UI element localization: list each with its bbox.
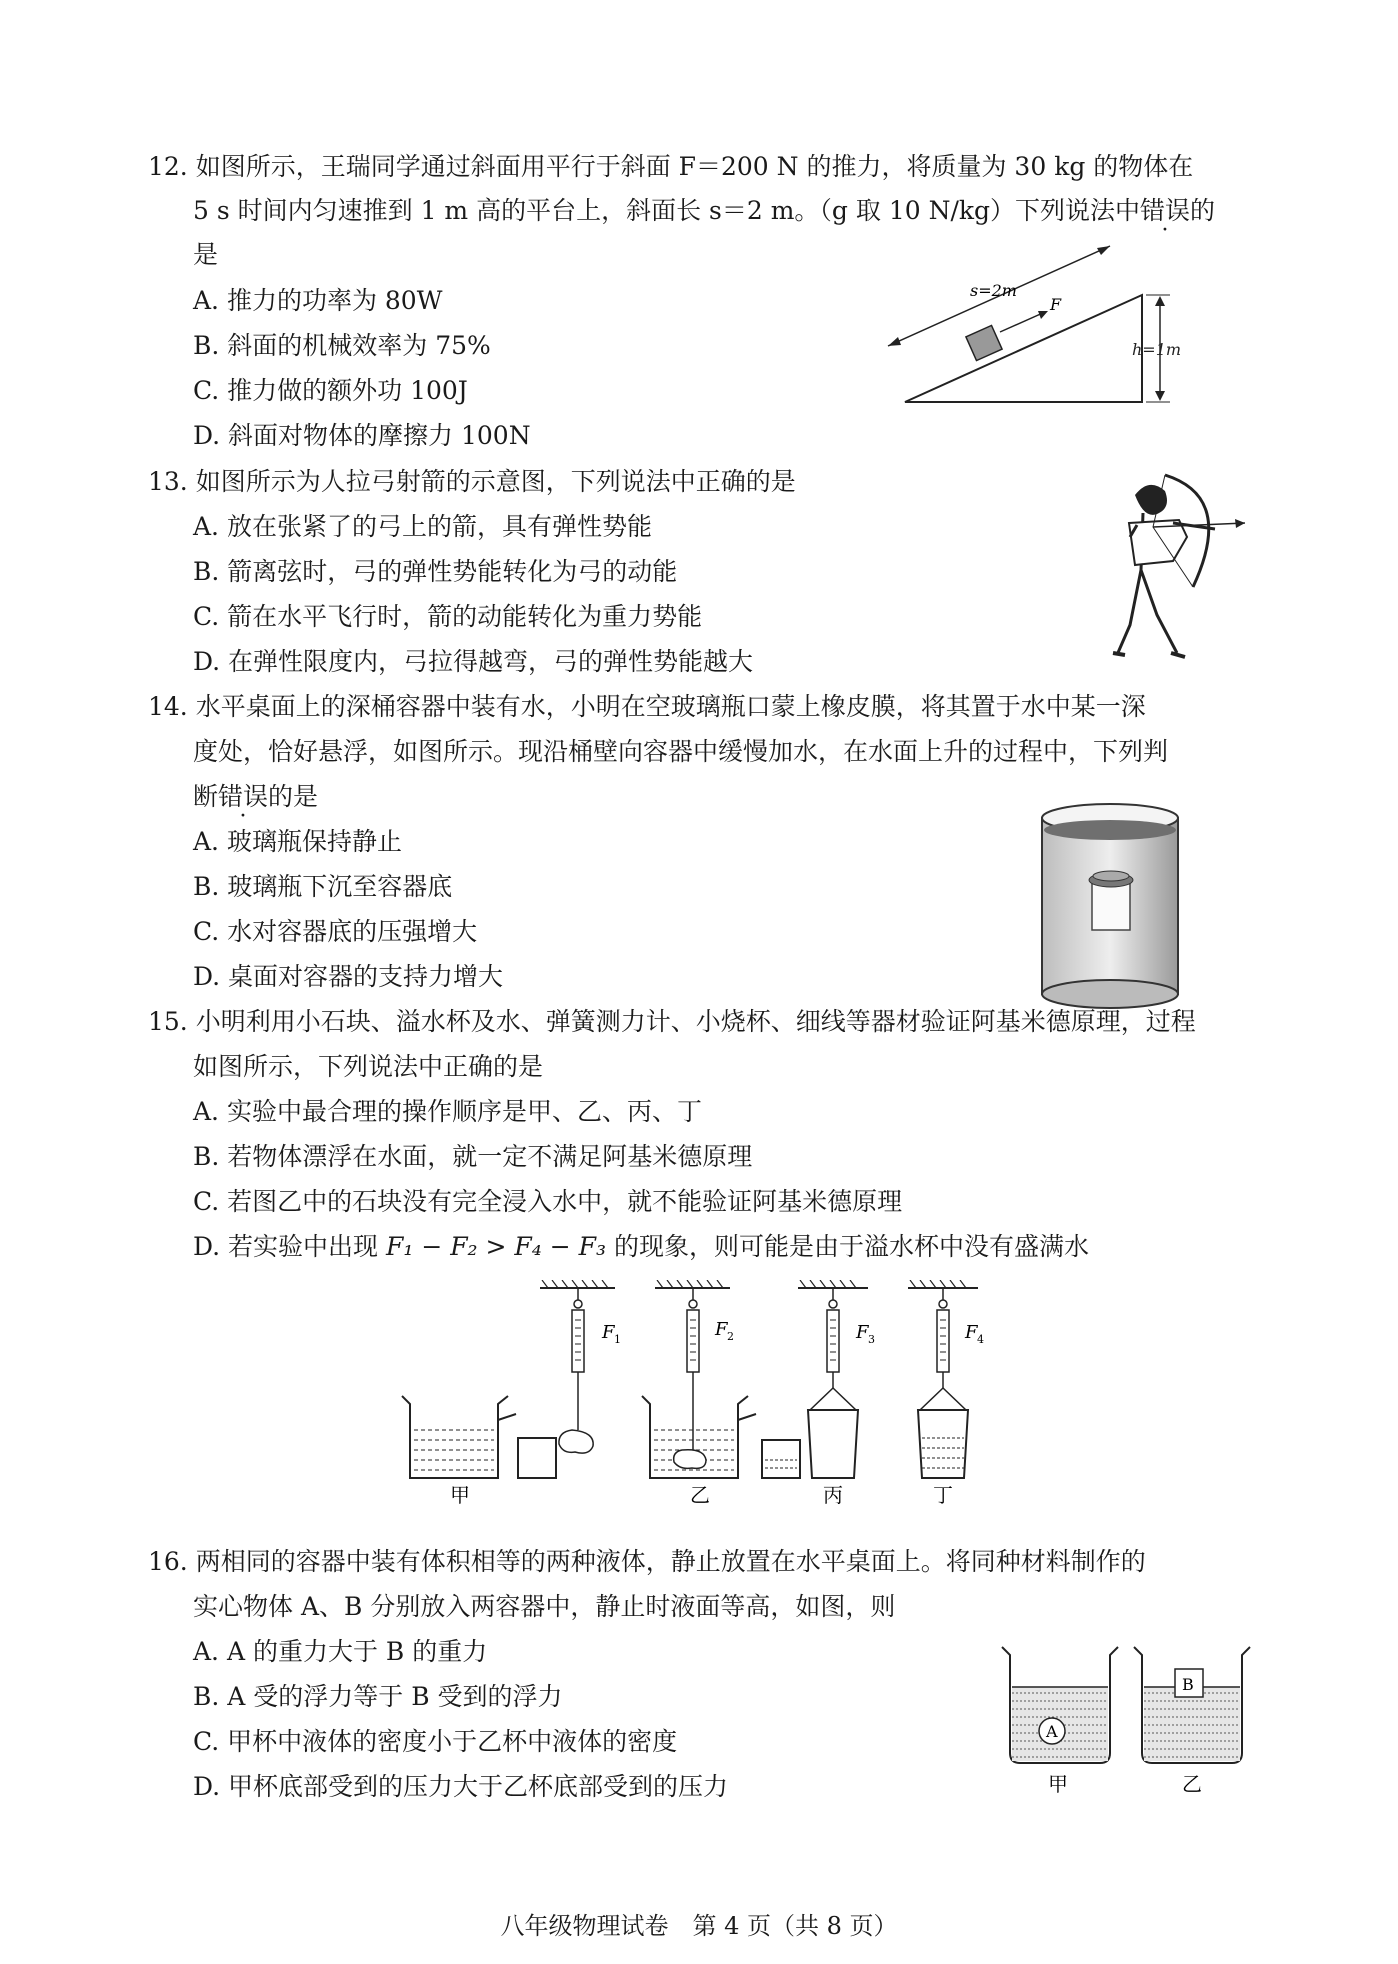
label-f2: F: [715, 1319, 728, 1340]
water-surface: [1044, 820, 1176, 840]
q16-option-c: C. 甲杯中液体的密度小于乙杯中液体的密度: [193, 1727, 678, 1756]
force-arrow: [1000, 312, 1045, 332]
label-f1: F: [602, 1322, 615, 1343]
svg-text:4: 4: [977, 1333, 984, 1346]
q15-line1: 15. 小明利用小石块、溢水杯及水、弹簧测力计、小烧杯、细线等器材验证阿基米德原理，过程: [148, 1007, 1196, 1036]
rubber-film: [1093, 871, 1129, 881]
q15-option-d: D. 若实验中出现 F₁ − F₂ > F₄ − F₃ 的现象，则可能是由于溢水杯中没有盛满水: [193, 1232, 1089, 1261]
overflow-cup-a: [402, 1396, 508, 1478]
svg-text:3: 3: [868, 1333, 875, 1346]
q14-line2: 度处，恰好悬浮，如图所示。现沿桶壁向容器中缓慢加水，在水面上升的过程中，下列判: [193, 737, 1169, 766]
q15-experiment-figure: [390, 1280, 1010, 1505]
label-bing: 丙: [823, 1483, 843, 1505]
spring-scales: [572, 1288, 949, 1372]
page-footer: 八年级物理试卷 第 4 页（共 8 页）: [500, 1912, 898, 1940]
q12-option-c: C. 推力做的额外功 100J: [193, 376, 468, 405]
q12-option-a: A. 推力的功率为 80W: [193, 286, 443, 315]
q16-option-a: A. A 的重力大于 B 的重力: [193, 1637, 488, 1666]
small-beaker-c: [808, 1410, 858, 1478]
svg-text:2: 2: [727, 1330, 734, 1343]
q13-option-c: C. 箭在水平飞行时，箭的动能转化为重力势能: [193, 602, 703, 631]
label-f3: F: [856, 1322, 869, 1343]
length-label: s=2m: [970, 281, 1017, 300]
q16-line2: 实心物体 A、B 分别放入两容器中，静止时液面等高，如图，则: [193, 1592, 896, 1621]
q16-option-d: D. 甲杯底部受到的压力大于乙杯底部受到的压力: [193, 1772, 729, 1801]
force-label: F: [1050, 295, 1062, 314]
small-beaker-b: [762, 1440, 800, 1478]
head: [1135, 485, 1167, 515]
q16-containers-figure: [1000, 1645, 1260, 1805]
q12-line3: 是: [193, 240, 219, 269]
q12-option-d: D. 斜面对物体的摩擦力 100N: [193, 421, 531, 450]
q15-formula: F₁ − F₂ > F₄ − F₃: [386, 1232, 606, 1261]
small-beaker-a: [518, 1438, 556, 1478]
q14-emphasis: 错误: [218, 782, 269, 811]
svg-text:A: A: [1046, 1722, 1058, 1741]
stone: [559, 1430, 593, 1453]
q16-option-b: B. A 受的浮力等于 B 受到的浮力: [193, 1682, 563, 1711]
q12-line2: 5 s 时间内匀速推到 1 m 高的平台上，斜面长 s＝2 m。（g 取 10 N/kg）下列说法中错误的: [193, 194, 1215, 228]
q13-line1: 13. 如图所示为人拉弓射箭的示意图，下列说法中正确的是: [148, 467, 796, 496]
q12-emphasis: 错误: [1140, 196, 1191, 225]
incline-triangle: [905, 295, 1142, 402]
svg-text:1: 1: [614, 1333, 621, 1346]
q14-option-a: A. 玻璃瓶保持静止: [193, 827, 402, 856]
glass-bottle: [1092, 882, 1130, 930]
q13-option-a: A. 放在张紧了的弓上的箭，具有弹性势能: [193, 512, 652, 541]
q14-option-c: C. 水对容器底的压强增大: [193, 917, 478, 946]
q14-option-d: D. 桌面对容器的支持力增大: [193, 962, 504, 991]
label-ding: 丁: [933, 1483, 953, 1505]
svg-text:B: B: [1182, 1675, 1194, 1694]
label-jia: 甲: [450, 1483, 470, 1505]
height-label: h=1m: [1132, 340, 1182, 359]
q14-option-b: B. 玻璃瓶下沉至容器底: [193, 872, 453, 901]
label-yi: 乙: [690, 1483, 710, 1505]
q15-line2: 如图所示，下列说法中正确的是: [193, 1052, 544, 1081]
q14-container-figure: [1030, 790, 1190, 1010]
q15-option-b: B. 若物体漂浮在水面，就一定不满足阿基米德原理: [193, 1142, 753, 1171]
q15-option-a: A. 实验中最合理的操作顺序是甲、乙、丙、丁: [193, 1097, 702, 1126]
q13-archer-figure: [1095, 465, 1260, 665]
q12-incline-figure: [870, 240, 1210, 415]
label-yi: 乙: [1182, 1772, 1202, 1796]
label-f4: F: [965, 1322, 978, 1343]
q13-option-d: D. 在弹性限度内，弓拉得越弯，弓的弹性势能越大: [193, 647, 754, 676]
q13-option-b: B. 箭离弦时，弓的弹性势能转化为弓的动能: [193, 557, 678, 586]
q14-line3: 断错误的是: [193, 780, 318, 814]
q12-line1: 12. 如图所示，王瑞同学通过斜面用平行于斜面 F＝200 N 的推力，将质量为 30 kg 的物体在: [148, 152, 1194, 181]
q15-option-c: C. 若图乙中的石块没有完全浸入水中，就不能验证阿基米德原理: [193, 1187, 903, 1216]
q14-line1: 14. 水平桌面上的深桶容器中装有水，小明在空玻璃瓶口蒙上橡皮膜，将其置于水中某一深: [148, 692, 1146, 721]
q16-line1: 16. 两相同的容器中装有体积相等的两种液体，静止放置在水平桌面上。将同种材料制作的: [148, 1547, 1146, 1576]
label-jia: 甲: [1048, 1772, 1068, 1796]
q12-option-b: B. 斜面的机械效率为 75%: [193, 331, 491, 360]
block: [966, 325, 1002, 360]
